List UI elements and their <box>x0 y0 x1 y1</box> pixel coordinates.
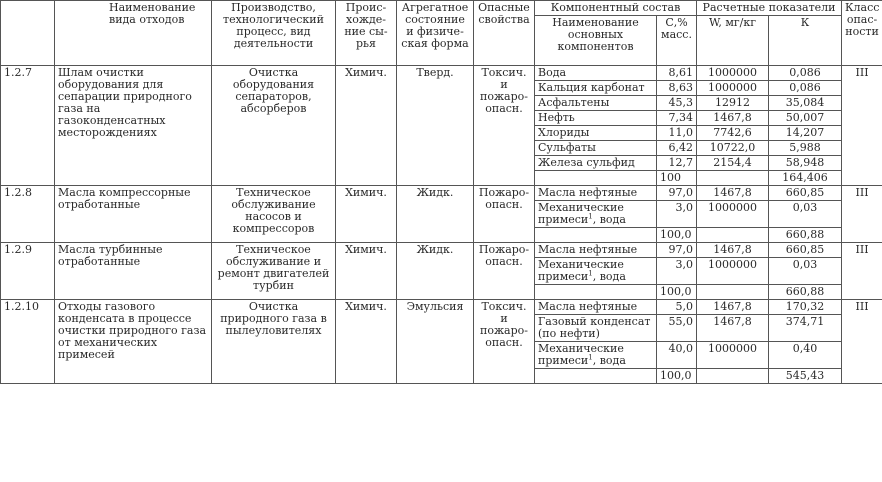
component-name-text: Хлориды <box>538 126 590 139</box>
hazard-class: III <box>842 243 882 300</box>
component-w: 1000000 <box>697 258 769 285</box>
header-w: W, мг/кг <box>697 16 769 66</box>
component-concentration: 97,0 <box>657 243 697 258</box>
component-k: 0,086 <box>769 81 842 96</box>
component-k: 170,32 <box>769 300 842 315</box>
component-concentration: 6,42 <box>657 141 697 156</box>
component-name-tail: , вода <box>592 354 626 367</box>
component-name-tail: , вода <box>592 270 626 283</box>
total-label <box>535 171 657 186</box>
waste-code: 1.2.8 <box>1 186 55 243</box>
table-body <box>1 66 882 384</box>
component-concentration: 5,0 <box>657 300 697 315</box>
component-name-text: Газовый конденсат (по нефти) <box>538 315 651 340</box>
waste-hazard: Токсич. и пожаро-опасн. <box>474 66 535 186</box>
component-w: 1467,8 <box>697 111 769 126</box>
component-concentration: 8,61 <box>657 66 697 81</box>
component-name <box>535 243 657 258</box>
component-k: 5,988 <box>769 141 842 156</box>
component-name-text: Механические примеси <box>538 342 624 367</box>
header-code <box>1 1 55 66</box>
component-concentration: 40,0 <box>657 342 697 369</box>
waste-name: Масла компрессорные отработанные <box>55 186 212 243</box>
total-concentration: 100,0 <box>657 369 697 384</box>
component-k: 50,007 <box>769 111 842 126</box>
header-k: К <box>769 16 842 66</box>
component-name <box>535 111 657 126</box>
waste-origin: Химич. <box>336 66 397 186</box>
waste-name: Отходы газового конденсата в процессе очистки природного газа от механических примесей <box>55 300 212 384</box>
waste-origin: Химич. <box>336 186 397 243</box>
total-w <box>697 171 769 186</box>
table-row <box>1 300 882 315</box>
waste-code: 1.2.7 <box>1 66 55 186</box>
component-name-text: Кальция карбонат <box>538 81 645 94</box>
footnote-marker: 1 <box>588 212 593 221</box>
component-k: 0,40 <box>769 342 842 369</box>
waste-origin: Химич. <box>336 243 397 300</box>
total-label <box>535 369 657 384</box>
component-k: 0,086 <box>769 66 842 81</box>
component-w: 1467,8 <box>697 186 769 201</box>
waste-production: Техническое обслуживание и ремонт двигателей турбин <box>212 243 336 300</box>
component-concentration: 55,0 <box>657 315 697 342</box>
waste-hazard: Токсич. и пожаро-опасн. <box>474 300 535 384</box>
component-name <box>535 201 657 228</box>
waste-aggregate-state: Жидк. <box>397 243 474 300</box>
total-k: 660,88 <box>769 285 842 300</box>
header-waste-name: Наименование вида отходов <box>55 1 212 66</box>
table-row <box>1 66 882 81</box>
waste-hazard: Пожаро-опасн. <box>474 243 535 300</box>
table-row <box>1 186 882 201</box>
component-name-tail: , вода <box>592 213 626 226</box>
waste-code: 1.2.9 <box>1 243 55 300</box>
waste-production: Техническое обслуживание насосов и компрессоров <box>212 186 336 243</box>
header-aggregate-state: Агрегатное состояние и физиче-ская форма <box>397 1 474 66</box>
component-w: 1000000 <box>697 201 769 228</box>
waste-production: Очистка оборудования сепараторов, абсорберов <box>212 66 336 186</box>
component-w: 1467,8 <box>697 300 769 315</box>
component-k: 0,03 <box>769 201 842 228</box>
component-k: 660,85 <box>769 186 842 201</box>
component-name-text: Масла нефтяные <box>538 243 638 256</box>
total-concentration: 100 <box>657 171 697 186</box>
waste-aggregate-state: Эмульсия <box>397 300 474 384</box>
component-name <box>535 156 657 171</box>
component-concentration: 11,0 <box>657 126 697 141</box>
component-concentration: 45,3 <box>657 96 697 111</box>
hazard-class: III <box>842 66 882 186</box>
header-calc-group: Расчетные показатели <box>697 1 842 16</box>
component-w: 1000000 <box>697 342 769 369</box>
component-concentration: 8,63 <box>657 81 697 96</box>
component-name <box>535 96 657 111</box>
header-concentration: С,% масс. <box>657 16 697 66</box>
hazard-class: III <box>842 186 882 243</box>
waste-aggregate-state: Жидк. <box>397 186 474 243</box>
total-label <box>535 228 657 243</box>
component-concentration: 12,7 <box>657 156 697 171</box>
component-name-text: Масла нефтяные <box>538 300 638 313</box>
total-w <box>697 228 769 243</box>
component-name-text: Вода <box>538 66 567 79</box>
component-name-text: Сульфаты <box>538 141 596 154</box>
header-hazard-class: Класс опас-ности <box>842 1 882 66</box>
total-k: 660,88 <box>769 228 842 243</box>
component-concentration: 3,0 <box>657 258 697 285</box>
component-w: 7742,6 <box>697 126 769 141</box>
component-name <box>535 315 657 342</box>
total-w <box>697 285 769 300</box>
component-w: 1000000 <box>697 81 769 96</box>
component-name <box>535 81 657 96</box>
footnote-marker: 1 <box>588 353 593 362</box>
component-w: 1000000 <box>697 66 769 81</box>
header-origin: Проис-хожде-ние сы-рья <box>336 1 397 66</box>
component-name-text: Железа сульфид <box>538 156 635 169</box>
waste-hazard: Пожаро-опасн. <box>474 186 535 243</box>
component-name <box>535 300 657 315</box>
component-name <box>535 342 657 369</box>
component-concentration: 97,0 <box>657 186 697 201</box>
header-production: Производство, технологический процесс, вид деятельности <box>212 1 336 66</box>
component-k: 14,207 <box>769 126 842 141</box>
component-name-text: Механические примеси <box>538 201 624 226</box>
total-k: 545,43 <box>769 369 842 384</box>
component-name-text: Масла нефтяные <box>538 186 638 199</box>
footnote-marker: 1 <box>588 269 593 278</box>
waste-aggregate-state: Тверд. <box>397 66 474 186</box>
component-name-text: Нефть <box>538 111 575 124</box>
component-k: 0,03 <box>769 258 842 285</box>
component-w: 10722,0 <box>697 141 769 156</box>
component-name <box>535 141 657 156</box>
component-k: 660,85 <box>769 243 842 258</box>
waste-name: Шлам очистки оборудования для сепарации природного газа на газоконденсатных месторождениях <box>55 66 212 186</box>
component-name-text: Механические примеси <box>538 258 624 283</box>
total-concentration: 100,0 <box>657 228 697 243</box>
component-concentration: 3,0 <box>657 201 697 228</box>
component-name <box>535 258 657 285</box>
component-k: 58,948 <box>769 156 842 171</box>
total-concentration: 100,0 <box>657 285 697 300</box>
component-name <box>535 66 657 81</box>
component-w: 1467,8 <box>697 243 769 258</box>
component-name <box>535 126 657 141</box>
waste-origin: Химич. <box>336 300 397 384</box>
component-w: 1467,8 <box>697 315 769 342</box>
component-w: 2154,4 <box>697 156 769 171</box>
component-k: 35,084 <box>769 96 842 111</box>
hazard-class: III <box>842 300 882 384</box>
total-label <box>535 285 657 300</box>
header-component-group: Компонентный состав <box>535 1 697 16</box>
total-w <box>697 369 769 384</box>
waste-name: Масла турбинные отработанные <box>55 243 212 300</box>
component-w: 12912 <box>697 96 769 111</box>
waste-production: Очистка природного газа в пылеуловителях <box>212 300 336 384</box>
component-k: 374,71 <box>769 315 842 342</box>
component-concentration: 7,34 <box>657 111 697 126</box>
header-hazard: Опасные свойства <box>474 1 535 66</box>
header-component-name: Наименование основных компонентов <box>535 16 657 66</box>
table-row <box>1 243 882 258</box>
component-name-text: Асфальтены <box>538 96 610 109</box>
waste-code: 1.2.10 <box>1 300 55 384</box>
component-name <box>535 186 657 201</box>
total-k: 164,406 <box>769 171 842 186</box>
